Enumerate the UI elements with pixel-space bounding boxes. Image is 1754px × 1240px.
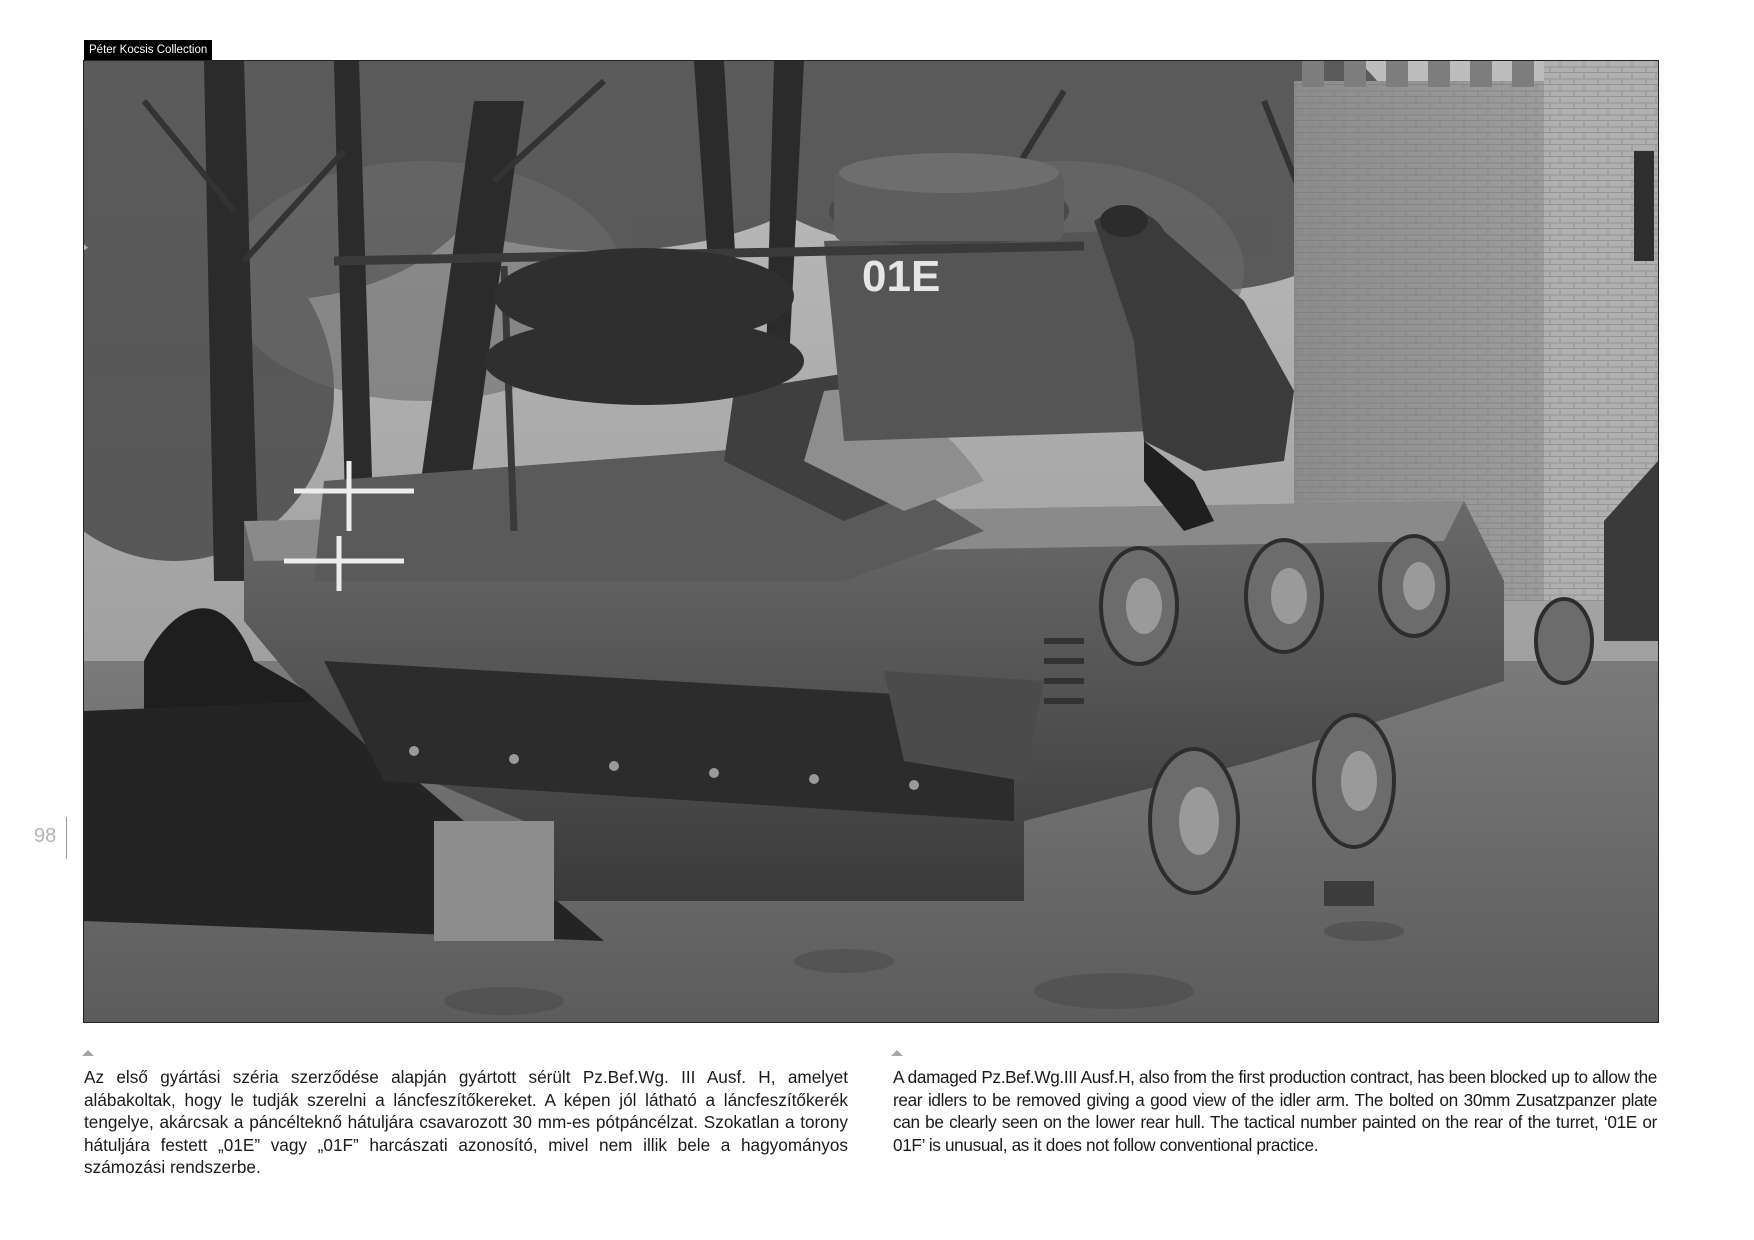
caption-english: A damaged Pz.Bef.Wg.III Ausf.H, also from the first production contract, has been blocked up to allow the rear idlers to be removed giving a good view of the idler arm. The bolted on 30mm Zusatzpanzer plate can be clearly seen on the lower rear hull. The tactical number painted on the rear of the turret, ‘01E or 01F’ is unusual, as it does not follow conventional practice. <box>893 1067 1657 1155</box>
page-number: 98 <box>34 825 57 847</box>
main-photo <box>83 60 1659 1023</box>
caption-hungarian: Az első gyártási széria szerződése alapján gyártott sérült Pz.Bef.Wg. III Ausf. H, amelyet alábakoltak, hogy le tudják szerelni a láncfeszítőkereket. A képen jól látható a láncfeszítőkerék tengelye, akárcsak a páncélteknő hátuljára csavarozott 30 mm-es pótpáncélzat. Szokatlan a torony hátuljára festett „01E” vagy „01F” harcászati azonosító, mivel nem illik bele a hagyományos számozási rendszerbe. <box>84 1067 848 1178</box>
caption-pointer-en <box>891 1050 903 1056</box>
turret-tactical-number: 01E <box>862 252 941 301</box>
caption-pointer-hu <box>82 1050 94 1056</box>
page-number-rule <box>66 817 67 859</box>
photo-credit: Péter Kocsis Collection <box>84 40 212 60</box>
